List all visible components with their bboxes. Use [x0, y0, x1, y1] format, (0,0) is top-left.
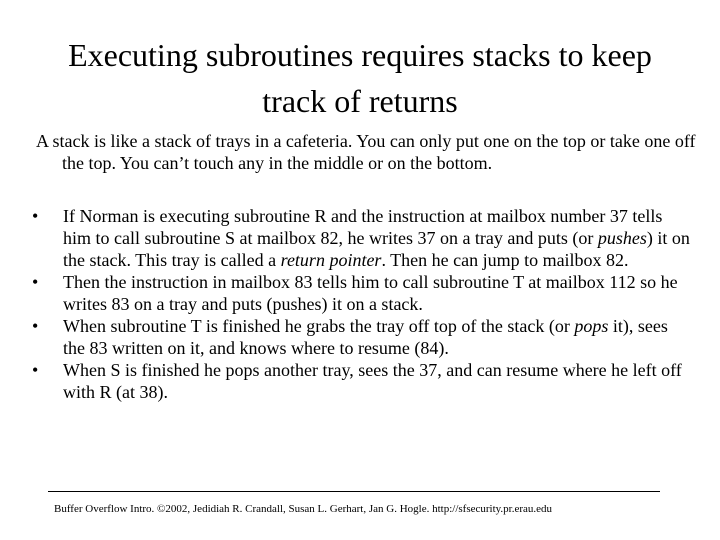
bullet-emphasis: pushes [597, 228, 647, 248]
bullet-emphasis: return pointer [280, 250, 382, 270]
bullet-item [30, 271, 690, 315]
intro-paragraph: A stack is like a stack of trays in a cafeteria. You can only put one on the top or take one off the top. You can’t touch any in the middle or on the bottom. [36, 131, 696, 173]
bullet-item [30, 315, 690, 359]
bullet-text: . Then he can jump to mailbox 82. [381, 250, 629, 270]
footer-divider [48, 491, 660, 492]
bullet-text: When subroutine T is finished he grabs the tray off top of the stack (or [63, 316, 575, 336]
bullet-item [30, 359, 690, 403]
bullet-text: Then the instruction in mailbox 83 tells him to call subroutine T at mailbox 112 so he writes 83 on a tray and puts (pushes) it on a stack. [63, 272, 678, 314]
slide-title: Executing subroutines requires stacks to keep track of returns [68, 37, 652, 119]
bullet-item [30, 205, 690, 271]
bullet-icon: • [32, 272, 39, 292]
bullet-text: If Norman is executing subroutine R and the instruction at mailbox number 37 tells him to call subroutine S at mailbox 82, he writes 37 on a tray and puts (or [63, 206, 663, 248]
bullet-list [30, 205, 690, 403]
footer-citation: Buffer Overflow Intro. ©2002, Jedidiah R. Crandall, Susan L. Gerhart, Jan G. Hogle. http://sfsecurity.pr.erau.edu [54, 503, 553, 515]
bullet-emphasis: pops [574, 316, 609, 336]
bullet-icon: • [32, 206, 39, 226]
bullet-icon: • [32, 316, 39, 336]
bullet-icon: • [32, 360, 39, 380]
bullet-text: it), sees the 83 written on it, and knows where to resume (84). [63, 316, 668, 358]
bullet-text: When S is finished he pops another tray, sees the 37, and can resume where he left off with R (at 38). [63, 360, 682, 402]
bullet-text: ) it on the stack. This tray is called a [63, 228, 690, 270]
